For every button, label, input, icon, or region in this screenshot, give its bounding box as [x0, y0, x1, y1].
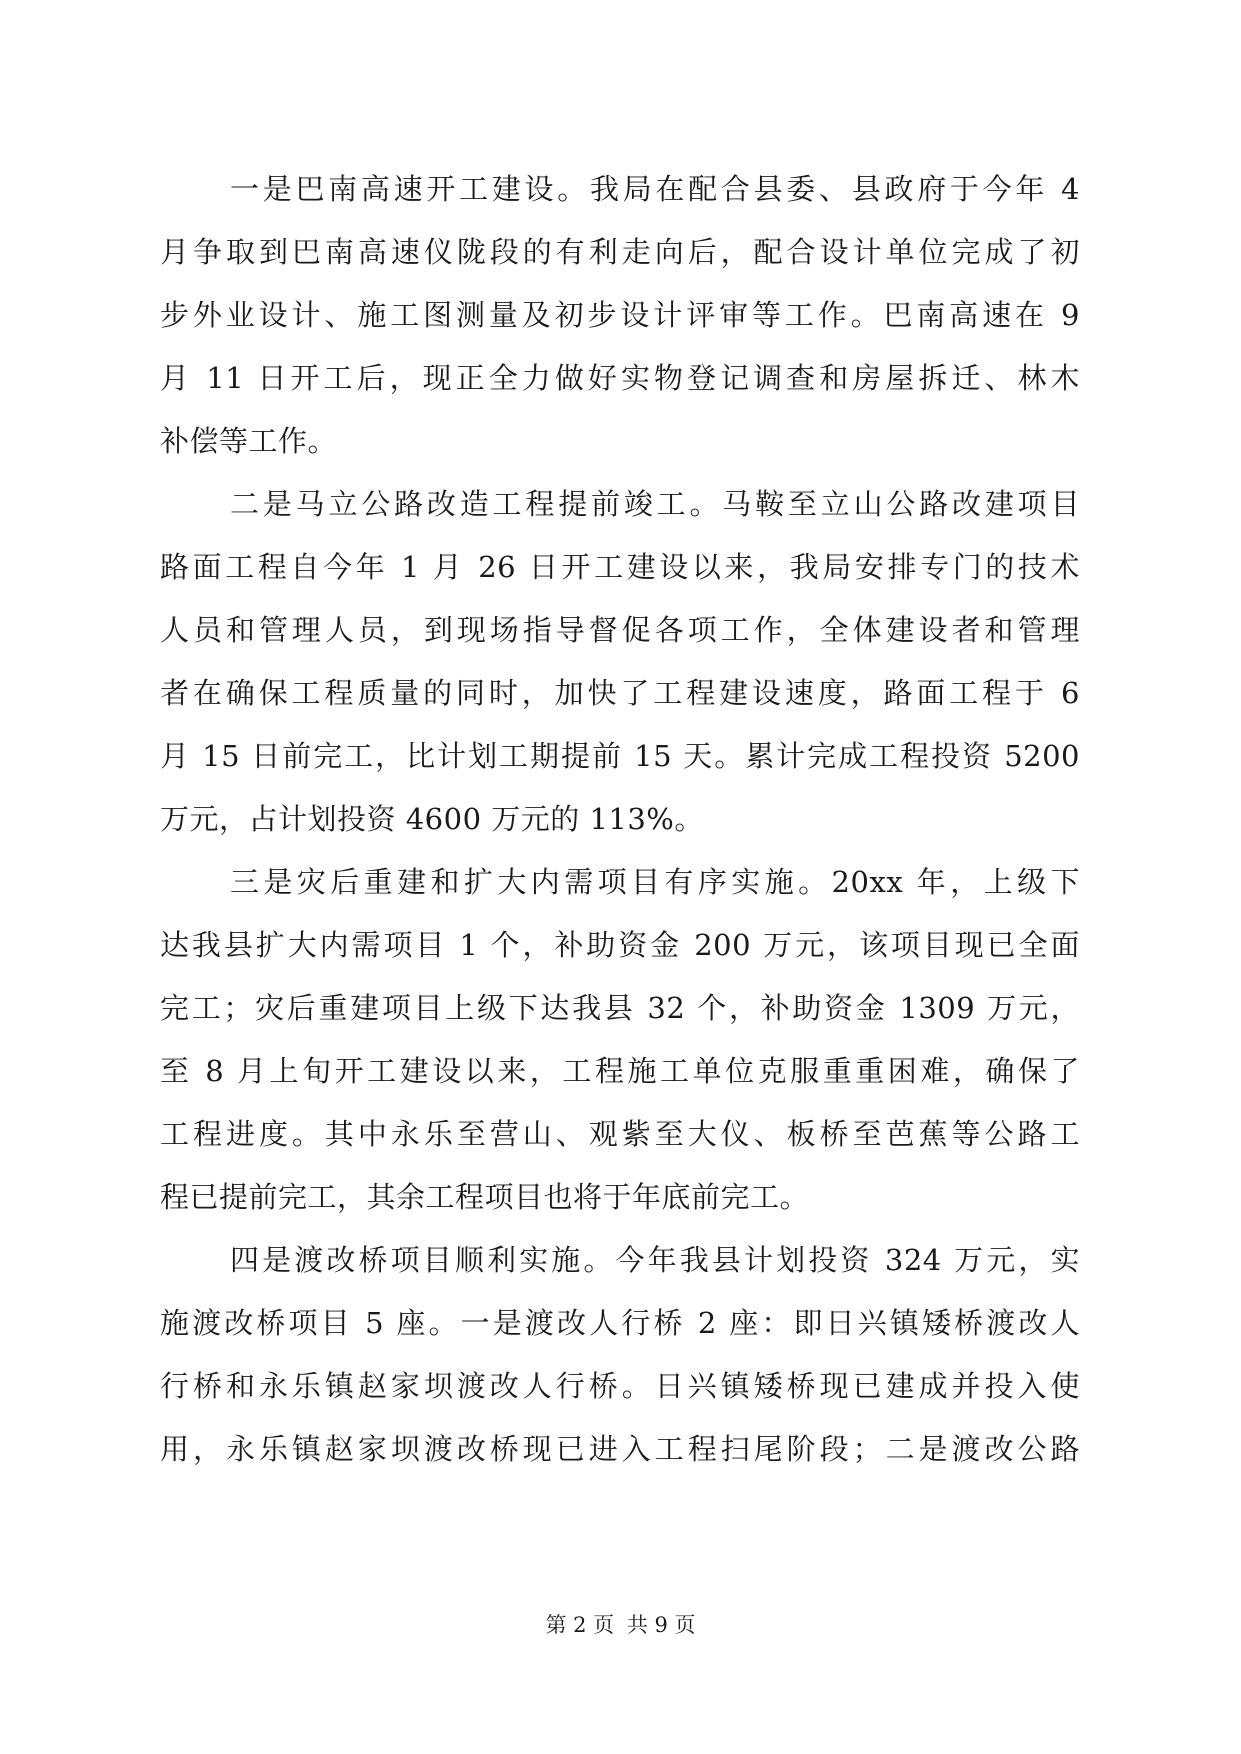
text-line: 达我县扩大内需项目 1 个，补助资金 200 万元，该项目现已全面 [160, 928, 1080, 962]
text-line: 程已提前完工，其余工程项目也将于年底前完工。 [160, 1180, 810, 1214]
page-total: 共 9 页 [626, 1613, 696, 1637]
page-number: 第 2 页 [545, 1613, 615, 1637]
text-line: 月争取到巴南高速仪陇段的有利走向后，配合设计单位完成了初 [160, 235, 1080, 269]
text-line: 工程进度。其中永乐至营山、观紫至大仪、板桥至芭蕉等公路工 [160, 1117, 1080, 1151]
text-line: 补偿等工作。 [160, 424, 338, 458]
text-line: 者在确保工程质量的同时，加快了工程建设速度，路面工程于 6 [160, 676, 1080, 710]
text-line: 月 11 日开工后，现正全力做好实物登记调查和房屋拆迁、林木 [160, 361, 1080, 395]
text-line: 步外业设计、施工图测量及初步设计评审等工作。巴南高速在 9 [160, 298, 1080, 332]
text-line: 施渡改桥项目 5 座。一是渡改人行桥 2 座：即日兴镇矮桥渡改人 [160, 1306, 1080, 1340]
text-line: 万元，占计划投资 4600 万元的 113%。 [160, 802, 704, 836]
text-line: 二是马立公路改造工程提前竣工。马鞍至立山公路改建项目 [230, 487, 1080, 521]
text-line: 行桥和永乐镇赵家坝渡改人行桥。日兴镇矮桥现已建成并投入使 [160, 1369, 1080, 1403]
text-line: 一是巴南高速开工建设。我局在配合县委、县政府于今年 4 [230, 172, 1080, 206]
text-line: 完工；灾后重建项目上级下达我县 32 个，补助资金 1309 万元， [160, 991, 1080, 1025]
text-line: 月 15 日前完工，比计划工期提前 15 天。累计完成工程投资 5200 [160, 739, 1080, 773]
page-footer [0, 1610, 1241, 1640]
text-line: 至 8 月上旬开工建设以来，工程施工单位克服重重困难，确保了 [160, 1054, 1080, 1088]
text-line: 路面工程自今年 1 月 26 日开工建设以来，我局安排专门的技术 [160, 550, 1080, 584]
text-line: 人员和管理人员，到现场指导督促各项工作，全体建设者和管理 [160, 613, 1080, 647]
text-line: 用，永乐镇赵家坝渡改桥现已进入工程扫尾阶段；二是渡改公路 [160, 1432, 1080, 1466]
text-line: 三是灾后重建和扩大内需项目有序实施。20xx 年，上级下 [230, 865, 1080, 899]
document-body [160, 158, 1080, 1481]
text-line: 四是渡改桥项目顺利实施。今年我县计划投资 324 万元，实 [230, 1243, 1080, 1277]
